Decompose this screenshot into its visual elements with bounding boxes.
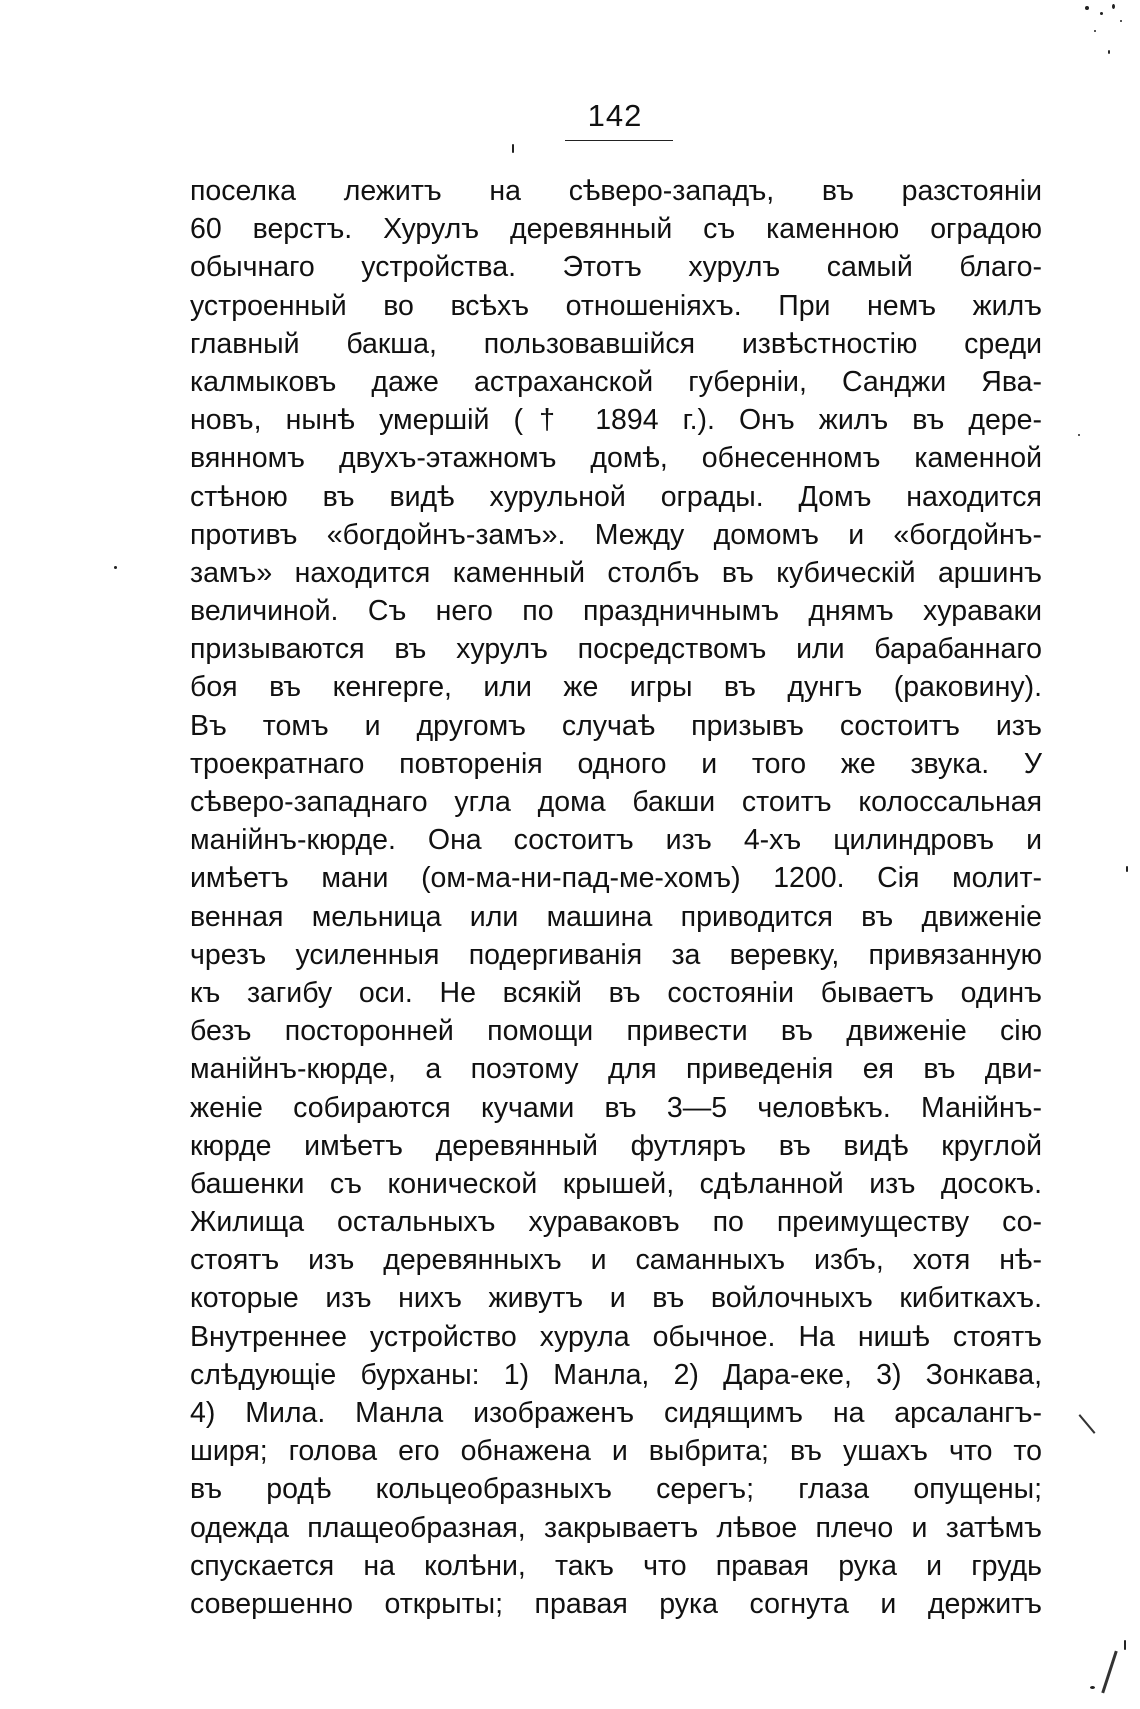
- scan-speck: [1078, 434, 1080, 436]
- text-line: безъ посторонней помощи привести въ движеніе сію: [190, 1015, 1042, 1048]
- text-line: Внутреннее устройство хурула обычное. На нишѣ стоятъ: [190, 1320, 1042, 1353]
- text-line: призываются въ хурулъ посредствомъ или барабаннаго: [190, 633, 1042, 666]
- text-line: стоятъ изъ деревянныхъ и саманныхъ избъ, хотя нѣ-: [190, 1244, 1042, 1277]
- text-line: въ родѣ кольцеобразныхъ серегъ; глаза опущены;: [190, 1473, 1042, 1506]
- text-line: одежда плащеобразная, закрываетъ лѣвое плечо и затѣмъ: [190, 1511, 1042, 1544]
- scan-speck: [1126, 866, 1128, 872]
- text-line: противъ «богдойнъ-замъ». Между домомъ и «богдойнъ-: [190, 518, 1042, 551]
- text-line: троекратнаго повторенія одного и того же звука. У: [190, 747, 1042, 780]
- scan-speck: [1124, 1640, 1126, 1650]
- scan-speck: [1120, 20, 1122, 22]
- text-line: Жилища остальныхъ хураваковъ по преимуществу со-: [190, 1206, 1042, 1239]
- text-line: поселка лежитъ на сѣверо-западъ, въ разстояніи: [190, 175, 1042, 207]
- scan-speck: [1100, 12, 1103, 15]
- text-line: величиной. Съ него по праздничнымъ днямъ хураваки: [190, 595, 1042, 628]
- text-line: спускается на колѣни, такъ что правая рука и грудь: [190, 1549, 1042, 1582]
- scan-speck: [1112, 4, 1115, 9]
- scan-speck: [512, 144, 514, 153]
- scan-speck: [1094, 30, 1096, 32]
- text-line: которые изъ нихъ живутъ и въ войлочныхъ кибиткахъ.: [190, 1282, 1042, 1315]
- page-number-rule: [565, 140, 673, 141]
- text-line: обычнаго устройства. Этотъ хурулъ самый благо-: [190, 251, 1042, 284]
- body-text: [190, 172, 1042, 1623]
- text-line: новъ, нынѣ умершій († 1894 г.). Онъ жилъ въ дере-: [190, 404, 1042, 437]
- text-line: ширя; голова его обнажена и выбрита; въ ушахъ что то: [190, 1435, 1042, 1468]
- page-number: 142: [587, 98, 643, 133]
- text-line: главный бакша, пользовавшійся извѣстностію среди: [190, 327, 1042, 360]
- text-line: 60 верстъ. Хурулъ деревянный съ каменною оградою: [190, 213, 1042, 246]
- text-line: чрезъ усиленныя подергиванія за веревку, привязанную: [190, 938, 1042, 971]
- scan-speck: [114, 566, 117, 569]
- text-line: манійнъ-кюрде, а поэтому для приведенія ея въ дви-: [190, 1053, 1042, 1086]
- text-line: башенки съ конической крышей, сдѣланной изъ досокъ.: [190, 1167, 1042, 1200]
- scan-stroke: [1079, 1414, 1096, 1434]
- text-line: совершенно открыты; правая рука согнута и держитъ: [190, 1587, 1042, 1620]
- text-line: венная мельница или машина приводится въ движеніе: [190, 900, 1042, 933]
- text-line: устроенный во всѣхъ отношеніяхъ. При немъ жилъ: [190, 289, 1042, 322]
- text-line: манійнъ-кюрде. Она состоитъ изъ 4-хъ цилиндровъ и: [190, 824, 1042, 857]
- text-line: Въ томъ и другомъ случаѣ призывъ состоитъ изъ: [190, 709, 1042, 742]
- scan-speck: [1090, 1686, 1095, 1689]
- text-line: къ загибу оси. Не всякій въ состояніи бываетъ одинъ: [190, 976, 1042, 1009]
- text-line: стѣною въ видѣ хурульной ограды. Домъ находится: [190, 480, 1042, 513]
- text-line: вянномъ двухъ-этажномъ домѣ, обнесенномъ каменной: [190, 442, 1042, 475]
- text-line: имѣетъ мани (ом-ма-ни-пад-ме-хомъ) 1200. Сія молит-: [190, 862, 1042, 895]
- text-line: 4) Мила. Манла изображенъ сидящимъ на арсалангъ-: [190, 1397, 1042, 1429]
- text-line: калмыковъ даже астраханской губерніи, Санджи Ява-: [190, 365, 1042, 398]
- text-line: женіе собираются кучами въ 3—5 человѣкъ. Манійнъ-: [190, 1091, 1042, 1124]
- scan-speck: [1085, 6, 1089, 10]
- text-line: замъ» находится каменный столбъ въ кубическій аршинъ: [190, 556, 1042, 589]
- text-line: боя въ кенгерге, или же игры въ дунгъ (раковину).: [190, 671, 1042, 704]
- scan-speck: [1108, 50, 1110, 54]
- text-line: кюрде имѣетъ деревянный футляръ въ видѣ круглой: [190, 1129, 1042, 1162]
- text-line: сѣверо-западнаго угла дома бакши стоитъ колоссальная: [190, 786, 1042, 818]
- text-line: слѣдующіе бурханы: 1) Манла, 2) Дара-еке, 3) Зонкава,: [190, 1358, 1042, 1391]
- scan-stroke: [1101, 1651, 1117, 1694]
